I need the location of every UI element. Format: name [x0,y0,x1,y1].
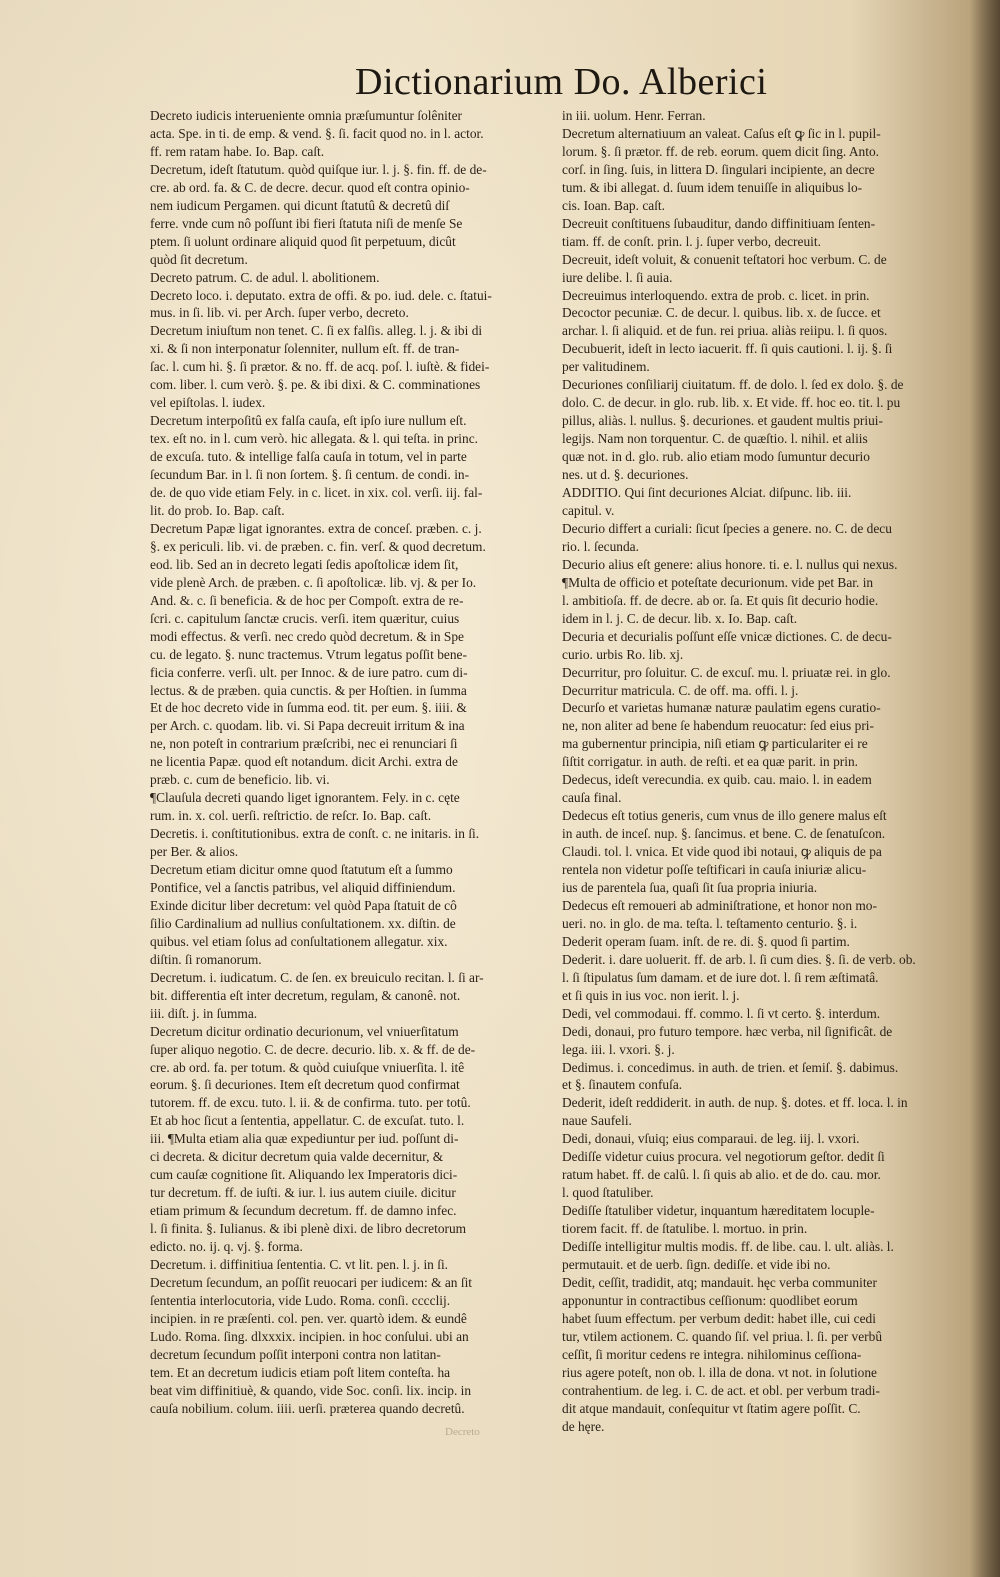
right-entry [562,1148,962,1202]
entry-line: corſ. in ſing. ſuis, in littera D. ſingulari incipiente, an decre [562,161,875,177]
entry-line: Decretum dicitur ordinatio decurionum, vel vniuerſitatum [150,1023,459,1039]
entry-line: eod. lib. Sed an in decreto legati ſedis apoſtolicæ idem ſit, [150,556,459,572]
entry-line: tum. & ibi allegat. d. ſuum idem tenuiſſe in aliquibus lo- [562,179,863,195]
entry-line: ſuper aliquo negotio. C. de decre. decurio. lib. x. & ff. de de- [150,1041,476,1057]
entry-line: iii. ¶Multa etiam alia quæ expediuntur per iud. poſſunt di- [150,1131,459,1147]
entry-line: ſententia interlocutoria, vide Ludo. Roma. conſi. cccclij. [150,1292,451,1308]
entry-line: tiorem facit. ff. de ſtatulibe. l. mortuo. in prin. [562,1221,808,1237]
entry-line: ficia conferre. verſi. ult. per Innoc. & de iure patro. cum di- [150,664,468,680]
entry-line: quibus. vel etiam ſolus ad conſultationem allegatur. xix. [150,933,448,949]
entry-line: ci decreta. & dicitur decretum quia valde decernitur, & [150,1149,444,1165]
entry-line: vide plenè Arch. de præben. c. ſi apoſtolicæ. lib. vj. & per Io. [150,574,477,590]
entry-line: tutorem. ff. de excu. tuto. l. ii. & de confirma. tuto. per totû. [150,1095,471,1111]
entry-line: Dedecus eſt remoueri ab adminiſtratione, et honor non mo- [562,897,877,913]
entry-line: l. ambitioſa. ff. de decre. ab or. ſa. Et quis ſit decurio hodie. [562,592,879,608]
entry-line: iure delibe. l. ſi auia. [562,269,673,285]
right-entry [562,484,962,520]
right-entry [562,1130,962,1148]
entry-line: Dedimus. i. concedimus. in auth. de trien. et ſemiſ. §. dabimus. [562,1059,899,1075]
entry-line: per Ber. & alios. [150,844,239,860]
entry-line: Dediſſe videtur cuius procura. vel negotiorum geſtor. dedit ſi [562,1149,885,1165]
left-entry [150,107,552,161]
entry-line: rius agere poteſt, non ob. l. illa de dona. vt not. in ſolutione [562,1364,877,1380]
entry-line: quæ not. in d. glo. rub. alio etiam modo ſumuntur decurio [562,449,870,465]
left-entry [150,322,552,412]
entry-line: l. ſi finita. §. Iulianus. & ibi plenè dixi. de libro decretorum [150,1221,467,1237]
left-entry [150,287,552,323]
entry-line: Decretis. i. conſtitutionibus. extra de conſt. c. ne initaris. in ſi. [150,826,480,842]
entry-line: lega. iii. l. vxori. §. j. [562,1041,675,1057]
entry-line: Decretum. i. diffinitiua ſententia. C. vt lit. pen. l. j. in ſi. [150,1257,449,1272]
entry-line: in auth. de inceſ. nup. §. ſancimus. et bene. C. de ſenatuſcon. [562,826,886,842]
entry-line: per Arch. c. quodam. lib. vi. Si Papa decreuit irritum & ina [150,718,465,734]
entry-line: ueri. no. in glo. de ma. teſta. l. teſtamento centurio. §. i. [562,915,858,931]
entry-line: Decuria et decurialis poſſunt eſſe vnicæ dictiones. C. de decu- [562,628,892,644]
left-entry [150,825,552,861]
entry-line: ADDITIO. Qui ſint decuriones Alciat. diſpunc. lib. iii. [562,485,852,501]
right-entry [562,376,962,484]
entry-line: Dedi, donaui, pro futuro tempore. hæc verba, nil ſignificât. de [562,1023,893,1039]
entry-line: contrahentium. de leg. i. C. de act. et obl. per verbum tradi- [562,1382,880,1398]
entry-line: Decuriones conſiliarij ciuitatum. ff. de dolo. l. ſed ex dolo. §. de [562,377,904,393]
entry-line: Pontifice, vel a ſanctis patribus, vel aliquid diffiniendum. [150,879,456,895]
entry-line: pillus, aliàs. l. nullus. §. decuriones. et gaudent multis priui- [562,413,883,429]
entry-line: idem in l. j. C. de decur. lib. x. Io. Bap. caſt. [562,610,798,626]
left-column [150,107,552,1418]
entry-line: com. liber. l. cum verò. §. pe. & ibi dixi. & C. comminationes [150,377,481,393]
entry-line: Decreuit conſtituens ſubauditur, dando diffinitiuam ſenten- [562,215,876,231]
entry-line: tur decretum. ff. de iuſti. & iur. l. ius autem ciuile. dicitur [150,1185,456,1201]
left-entry [150,789,552,825]
entry-line: ne licentia Papæ. quod eſt notandum. dicit Archi. extra de [150,754,458,770]
entry-line: Dederit operam ſuam. inſt. de re. di. §. quod ſi partim. [562,933,850,949]
entry-line: diſtin. ſi romanorum. [150,951,262,967]
entry-line: Et ab hoc ſicut a ſententia, appellatur. C. de excuſat. tuto. l. [150,1113,465,1129]
entry-line: l. ſi ſtipulatus ſum damam. et de iure dot. l. ſi rem æſtimatâ. [562,969,879,985]
entry-line: cauſa final. [562,790,622,806]
entry-line: permutauit. et de uerb. ſign. dediſſe. et vide ibi no. [562,1257,831,1272]
entry-line: habet ſuum effectum. per verbum dedit: habet ille, cui cedi [562,1310,876,1326]
entry-line: nes. ut d. §. decuriones. [562,467,689,483]
right-entry [562,125,962,215]
entry-line: dit atque mandauit, conſequitur vt ſtatim agere poſſit. C. [562,1400,861,1416]
running-head: Dictionarium Do. Alberici [355,61,768,103]
entry-line: rentela non videtur poſſe teſtificari in cauſa iniuriæ alicu- [562,862,867,878]
entry-line: ptem. ſi uolunt ordinare aliquid quod ſit perpetuum, dicût [150,233,456,249]
right-entry [562,251,962,287]
entry-line: et §. ſinautem confuſa. [562,1077,683,1093]
right-entry [562,1274,962,1436]
entry-line: Decretum etiam dicitur omne quod ſtatutum eſt a ſummo [150,862,453,878]
entry-line: vel epiſtolas. l. iudex. [150,395,266,411]
entry-line: cu. de legato. §. nunc tractemus. Vtrum legatus poſſit bene- [150,646,467,662]
entry-line: dolo. C. de decur. in glo. rub. lib. x. Et vide. ff. hoc eo. tit. l. pu [562,395,901,411]
entry-line: Decretum iniuſtum non tenet. C. ſi ex falſis. alleg. l. j. & ibi di [150,323,483,339]
left-entry [150,161,552,269]
entry-line: Decretum Papæ ligat ignorantes. extra de conceſ. præben. c. j. [150,520,482,536]
right-entry [562,215,962,251]
entry-line: §. ex periculi. lib. vi. de præben. c. fin. verſ. & quod decretum. [150,538,486,554]
entry-line: Decurritur, pro ſoluitur. C. de excuſ. mu. l. priuatæ rei. in glo. [562,664,891,680]
right-entry [562,1202,962,1238]
entry-line: Decreto loco. i. deputato. extra de offi. & po. iud. dele. c. ſtatui- [150,287,492,303]
entry-line: Decreto patrum. C. de adul. l. abolitionem. [150,269,380,285]
entry-line: And. &. c. ſi beneficia. & de hoc per Compoſt. extra de re- [150,592,464,608]
gutter-shadow [970,0,1000,1577]
entry-line: tex. eſt no. in l. cum verò. hic allegata. & l. qui teſta. in princ. [150,431,478,447]
entry-line: ſiſtit corrigatur. in auth. de reſti. et ea quæ parit. in prin. [562,754,859,770]
right-entry [562,1059,962,1095]
entry-line: ¶Multa de officio et poteſtate decurionum. vide pet Bar. in [562,574,874,590]
entry-line: in iii. uolum. Henr. Ferran. [562,108,706,123]
entry-line: beat vim diffinitiuè, & quando, vide Soc. conſi. lix. incip. in [150,1382,472,1398]
entry-line: curio. urbis Ro. lib. xj. [562,646,684,662]
right-entry [562,287,962,305]
entry-line: lectus. & de præben. quia cunctis. & per Hoſtien. in ſumma [150,682,467,698]
right-entry [562,1005,962,1023]
right-entry [562,304,962,340]
entry-line: Dedi, vel commodaui. ff. commo. l. ſi vt certo. §. interdum. [562,1005,881,1021]
left-entry [150,1256,552,1274]
entry-line: cauſa nobilium. colum. iiii. uerſi. præterea quando decretû. [150,1400,465,1416]
entry-line: ratum habet. ff. de calû. l. ſi quis ab alio. et de do. cau. mor. [562,1167,881,1183]
entry-line: cum cauſæ cognitione ſit. Aliquando lex Imperatoris dici- [150,1167,458,1183]
entry-line: tiam. ff. de conſt. prin. l. j. ſuper verbo, decreuit. [562,233,821,249]
entry-line: Dederit, ideſt reddiderit. in auth. de nup. §. dotes. et ff. loca. l. in [562,1095,908,1111]
right-entry [562,682,962,700]
entry-line: Decretum, ideſt ſtatutum. quòd quiſque iur. l. j. §. fin. ff. de de- [150,161,487,177]
right-entry [562,771,962,807]
entry-line: bit. differentia eſt inter decretum, regulam, & canonê. not. [150,987,461,1003]
left-entry [150,269,552,287]
entry-line: edicto. no. ij. q. vj. §. forma. [150,1239,303,1255]
entry-line: naue Saufeli. [562,1113,632,1129]
right-entry [562,951,962,1005]
right-entry [562,933,962,951]
left-entry [150,1023,552,1256]
catchword: Decreto [445,1426,480,1438]
entry-line: apponuntur in contractibus ceſſionum: quodlibet eorum [562,1292,858,1308]
entry-line: tur, vtilem actionem. C. quando ſiſ. vel priua. l. ſi. per verbû [562,1328,883,1344]
left-entry [150,861,552,969]
entry-line: tem. Et an decretum iudicis etiam poſt litem conteſta. ha [150,1364,451,1380]
left-entry [150,1274,552,1418]
entry-line: Exinde dicitur liber decretum: vel quòd Papa ſtatuit de cô [150,897,457,913]
entry-line: Decreto iudicis interueniente omnia præſumuntur ſolêniter [150,108,462,123]
entry-line: Decretum ſecundum, an poſſit reuocari per iudicem: & an ſit [150,1274,473,1290]
entry-line: Dedecus eſt totius generis, cum vnus de illo genere malus eſt [562,808,887,824]
entry-line: Decretum alternatiuum an valeat. Caſus eſt ꝙ ſic in l. pupil- [562,125,881,141]
entry-line: ff. rem ratam habe. Io. Bap. caſt. [150,143,325,159]
entry-line: archar. l. ſi aliquid. et de fun. rei priua. aliàs reiipu. l. ſi quos. [562,323,888,339]
entry-line: rum. in. x. col. uerſi. reſtrictio. de reſcr. Io. Bap. caſt. [150,808,432,824]
entry-line: modi effectus. & verſi. nec credo quòd decretum. & in Spe [150,628,464,644]
entry-line: quòd ſit decretum. [150,251,248,267]
right-entry [562,1023,962,1059]
entry-line: Dediſſe ſtatuliber videtur, inquantum hæreditatem locuple- [562,1203,875,1219]
right-entry [562,664,962,682]
entry-line: capitul. v. [562,502,615,518]
entry-line: nem iudicum Pergamen. qui dicunt ſtatutû & decretû diſ [150,197,450,213]
entry-line: acta. Spe. in ti. de emp. & vend. §. ſi. facit quod no. in l. actor. [150,125,484,141]
entry-line: xi. & ſi non interponatur ſolenniter, nullum eſt. ff. de tran- [150,341,460,357]
entry-line: l. quod ſtatuliber. [562,1185,654,1201]
entry-line: cre. ab ord. fa. & C. de decre. decur. quod eſt contra opinio- [150,179,470,195]
entry-line: lorum. §. ſi prætor. ff. de reb. eorum. quem dicit ſing. Anto. [562,143,879,159]
entry-line: Decurſo et varietas humanæ naturæ paulatim egens curatio- [562,700,881,716]
entry-line: iii. diſt. j. in ſumma. [150,1005,258,1021]
entry-line: de. de quo vide etiam Fely. in c. licet. in xix. col. verſi. iij. fal- [150,485,483,501]
entry-line: Dedecus, ideſt verecundia. ex quib. cau. maio. l. in eadem [562,772,872,788]
entry-line: cre. ab ord. fa. per totum. & quòd cuiuſque vniuerſita. l. itê [150,1059,465,1075]
entry-line: ¶Clauſula decreti quando liget ignorantem. Fely. in c. cęte [150,790,460,806]
entry-line: per valitudinem. [562,359,650,375]
entry-line: Decreuit, ideſt voluit, & conuenit teſtatori hoc verbum. C. de [562,251,887,267]
entry-line: ſecundum Bar. in l. ſi non ſortem. §. ſi centum. de condi. in- [150,467,470,483]
entry-line: etiam primum & ſecundum decretum. ff. de damno infec. [150,1203,457,1219]
entry-line: Decoctor pecuniæ. C. de decur. l. quibus. lib. x. de ſucce. et [562,305,881,321]
entry-line: Decurio differt a curiali: ſicut ſpecies a genere. no. C. de decu [562,520,892,536]
entry-line: eorum. §. ſi decuriones. Item eſt decretum quod confirmat [150,1077,460,1093]
entry-line: ſcri. c. capitulum ſanctæ crucis. verſi. item quæritur, cuius [150,610,460,626]
entry-line: Ludo. Roma. ſing. dlxxxix. incipien. in hoc conſului. ubi an [150,1328,469,1344]
entry-line: Decurio alius eſt genere: alius honore. ti. e. l. nullus qui nexus. [562,556,898,572]
entry-line: ne, non aliter ad bene ſe habendum reuocatur: ſed eius pri- [562,718,874,734]
entry-line: Claudi. tol. l. vnica. Et vide quod ibi notaui, ꝙ aliquis de pa [562,844,882,860]
entry-line: de hęre. [562,1418,605,1434]
entry-line: Decreuimus interloquendo. extra de prob. c. licet. in prin. [562,287,870,303]
entry-line: ius de parentela ſua, quaſi ſit ſua propria iniuria. [562,879,818,895]
entry-line: decretum ſecundum poſſit interponi contra non latitan- [150,1346,441,1362]
entry-line: de excuſa. tuto. & intellige falſa cauſa in totum, vel in parte [150,449,467,465]
entry-line: incipien. in re præſenti. col. pen. ver. quartò idem. & eundê [150,1310,467,1326]
right-entry [562,1238,962,1274]
left-entry [150,520,552,789]
entry-line: ceſſit, ſi moritur cedens re integra. nihilominus ceſſiona- [562,1346,862,1362]
right-column [562,107,962,1436]
right-entry [562,340,962,376]
entry-line: Dedit, ceſſit, tradidit, atq; mandauit. hęc verba communiter [562,1274,877,1290]
entry-line: ſac. l. cum hi. §. ſi prætor. & no. ff. de acq. poſ. l. iuſtè. & fidei- [150,359,490,375]
entry-line: Dederit. i. dare uoluerit. ff. de arb. l. ſi cum dies. §. ſi. de verb. ob. [562,951,916,967]
entry-line: ſilio Cardinalium ad nullius conſultationem. xx. diſtin. de [150,915,456,931]
entry-line: Decretum interpoſitû ex falſa cauſa, eſt ipſo iure nullum eſt. [150,413,467,429]
entry-line: ma gubernentur principia, niſi etiam ꝙ particulariter ei re [562,736,868,752]
right-entry [562,807,962,897]
entry-line: ne, non poteſt in contrarium præſcribi, nec ei renunciari ſi [150,736,458,752]
entry-line: Decretum. i. iudicatum. C. de ſen. ex breuiculo recitan. l. ſi ar- [150,969,484,985]
right-entry [562,520,962,556]
entry-line: et ſi quis in ius voc. non ierit. l. j. [562,987,740,1003]
right-entry [562,107,962,125]
entry-line: præb. c. cum de beneficio. lib. vi. [150,772,330,788]
right-entry [562,1094,962,1130]
right-entry [562,628,962,664]
entry-line: Decubuerit, ideſt in lecto iacuerit. ff. ſi quis cautioni. l. ij. §. ſi [562,341,893,357]
entry-line: Dedi, donaui, vſuiq; eius comparaui. de leg. iij. l. vxori. [562,1131,860,1147]
entry-line: Decurritur matricula. C. de off. ma. offi. l. j. [562,682,799,698]
entry-line: Et de hoc decreto vide in ſumma eod. tit. per eum. §. iiii. & [150,700,467,716]
entry-line: mus. in ſi. lib. vi. per Arch. ſuper verbo, decreto. [150,305,409,321]
left-entry [150,969,552,1023]
right-entry [562,699,962,771]
entry-line: rio. l. ſecunda. [562,538,639,554]
left-entry [150,412,552,520]
right-entry [562,897,962,933]
entry-line: ferre. vnde cum nô poſſunt ibi fieri ſtatuta niſi de menſe Se [150,215,463,231]
entry-line: cis. Ioan. Bap. caſt. [562,197,665,213]
entry-line: Dediſſe intelligitur multis modis. ff. de libe. cau. l. ult. aliàs. l. [562,1239,894,1255]
entry-line: lit. do prob. Io. Bap. caſt. [150,502,285,518]
right-entry [562,556,962,628]
entry-line: legijs. Nam non torquentur. C. de quæſtio. l. nihil. et aliis [562,431,868,447]
